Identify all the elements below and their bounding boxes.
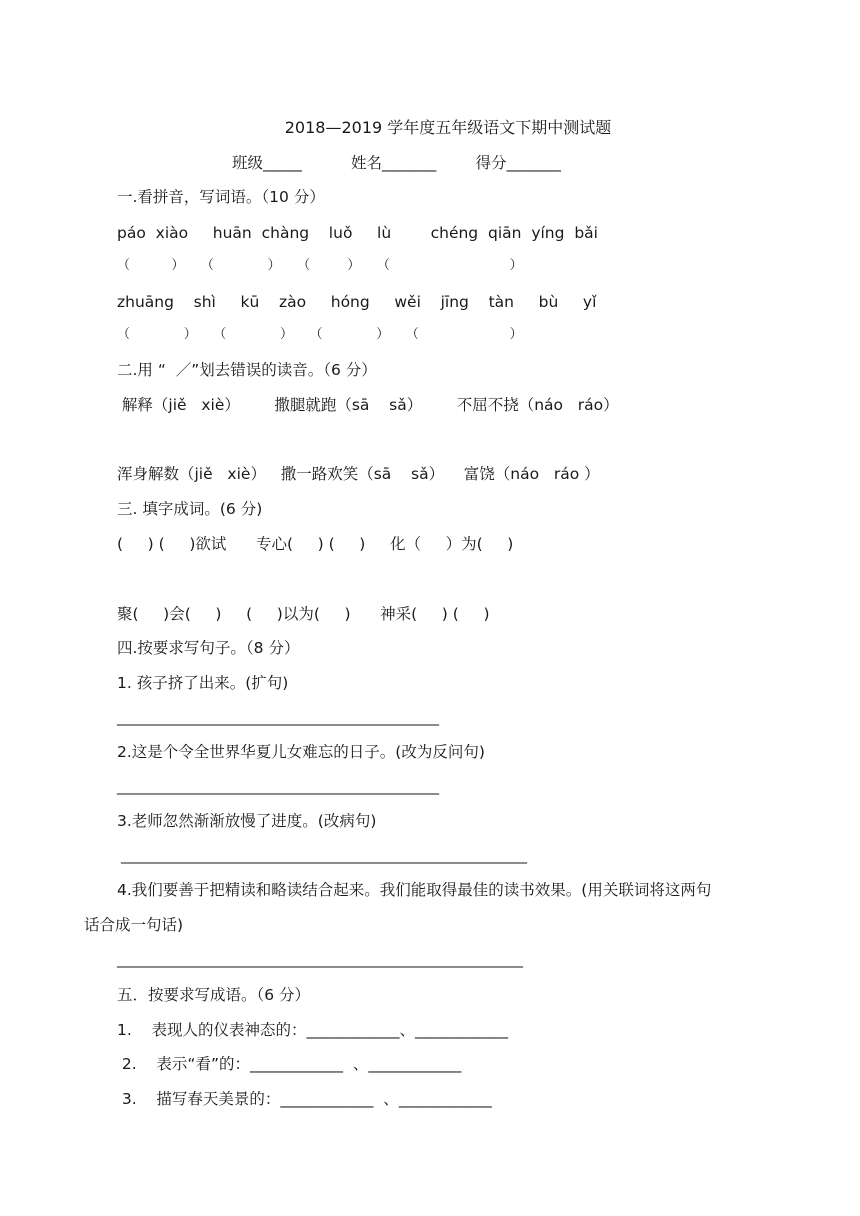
answer-line-3[interactable]: __________________________________________________________ [121, 848, 527, 864]
section2-row-1: 解释（jiě xiè） 撒腿就跑（sā sǎ） 不屈不挠（náo ráo） [117, 396, 619, 414]
answer-line-4[interactable]: __________________________________________________________ [117, 952, 523, 968]
section5-question-2: 2. 表示“看”的：____________ 、____________ [117, 1055, 462, 1073]
section4-question-1: 1. 孩子挤了出来。(扩句) [117, 674, 289, 692]
section4-question-2: 2.这是个令全世界华夏儿女难忘的日子。(改为反问句) [117, 743, 485, 761]
blank-row-1: （ ） （ ） （ ） （ ） [117, 258, 523, 273]
section3-row-2: 聚( )会( ) ( )以为( ) 神采( ) ( ) [117, 605, 490, 623]
section4-question-4-line-2: 话合成一句话) [84, 916, 184, 934]
section2-row-2: 浑身解数（jiě xiè） 撒一路欢笑（sā sǎ） 富饶（náo ráo ） [117, 465, 600, 483]
section4-heading: 四.按要求写句子。（8 分） [117, 639, 300, 657]
info-line: 班级_____ 姓名_______ 得分_______ [232, 154, 561, 172]
section3-row-1: ( ) ( )欲试 专心( ) ( ) 化（ ）为( ) [117, 535, 514, 553]
answer-line-1[interactable]: ______________________________________________ [117, 710, 439, 726]
pinyin-row-2: zhuāng shì kū zào hóng wěi jīng tàn bù yǐ [117, 293, 597, 311]
page-title: 2018—2019 学年度五年级语文下期中测试题 [284, 118, 612, 137]
section4-question-3: 3.老师忽然渐渐放慢了进度。(改病句) [117, 812, 377, 830]
section1-heading: 一.看拼音，写词语。（10 分） [117, 188, 325, 206]
answer-line-2[interactable]: ______________________________________________ [117, 779, 439, 795]
section5-question-1: 1. 表现人的仪表神态的：____________、____________ [117, 1021, 508, 1039]
section3-heading: 三. 填字成词。(6 分) [117, 500, 263, 518]
section5-question-3: 3. 描写春天美景的：____________ 、____________ [117, 1090, 492, 1108]
section4-question-4-line-1: 4.我们要善于把精读和略读结合起来。我们能取得最佳的读书效果。(用关联词将这两句 [117, 881, 712, 899]
blank-row-2: （ ） （ ） （ ） （ ） [117, 327, 523, 342]
section2-heading: 二.用 “ ／”划去错误的读音。（6 分） [117, 361, 377, 379]
section5-heading: 五．按要求写成语。（6 分） [117, 986, 311, 1004]
pinyin-row-1: páo xiào huān chàng luǒ lù chéng qiān yíng bǎi [117, 224, 598, 242]
